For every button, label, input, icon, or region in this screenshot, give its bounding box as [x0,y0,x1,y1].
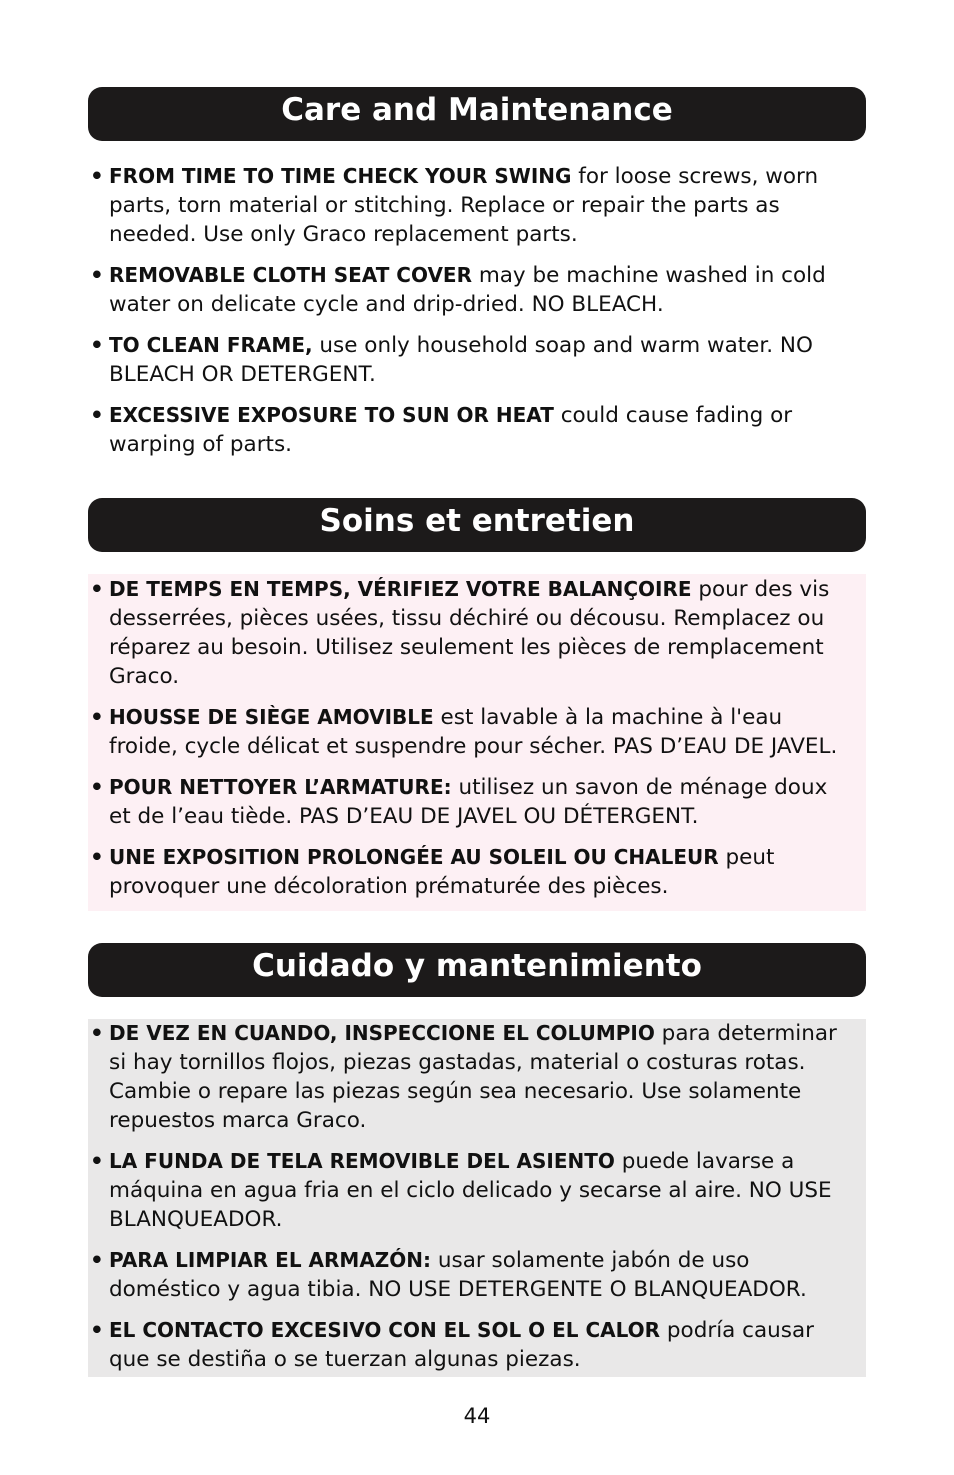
item-lead: EXCESSIVE EXPOSURE TO SUN OR HEAT [109,403,554,427]
bullet-icon: • [90,845,104,870]
item-lead: REMOVABLE CLOTH SEAT COVER [109,263,472,287]
item-text: peut provoquer une décoloration prématurée des pièces. [109,845,775,899]
item-text: para determinar si hay tornillos flojos, piezas gastadas, material o costuras rotas. Cambie o repare las piezas según sea necesario. Use solamente repuestos marca Graco. [109,1021,837,1133]
item-lead: LA FUNDA DE TELA REMOVIBLE DEL ASIENTO [109,1149,615,1173]
item-lead: DE VEZ EN CUANDO, INSPECCIONE EL COLUMPIO [109,1021,655,1045]
item-lead: PARA LIMPIAR EL ARMAZÓN: [109,1248,432,1272]
item-text: puede lavarse a máquina en agua fria en el ciclo delicado y secarse al aire. NO USE BLANQUEADOR. [109,1149,832,1232]
bullet-icon: • [90,1021,104,1046]
section-header-cuidado-y-mantenimiento: Cuidado y mantenimiento [88,943,866,997]
bullet-icon: • [90,263,104,288]
bullet-icon: • [90,705,104,730]
list-item [88,162,866,249]
item-text: podría causar que se destiña o se tuerzan algunas piezas. [109,1318,815,1372]
bullet-icon: • [90,775,104,800]
page-number: 44 [463,1404,491,1428]
list-item [88,1019,844,1135]
list-item [88,331,866,389]
bullet-icon: • [90,403,104,428]
item-text: for loose screws, worn parts, torn material or stitching. Replace or repair the parts as needed. Use only Graco replacement parts. [109,164,819,247]
item-lead: UNE EXPOSITION PROLONGÉE AU SOLEIL OU CHALEUR [109,845,719,869]
item-lead: DE TEMPS EN TEMPS, VÉRIFIEZ VOTRE BALANÇOIRE [109,577,692,601]
item-lead: EL CONTACTO EXCESIVO CON EL SOL O EL CALOR [109,1318,661,1342]
list-item [88,575,844,691]
bullet-icon: • [90,1318,104,1343]
section-header-care-and-maintenance: Care and Maintenance [88,87,866,141]
item-text: est lavable à la machine à l'eau froide, cycle délicat et suspendre pour sécher. PAS D’EAU DE JAVEL. [109,705,838,759]
section-header-soins-et-entretien: Soins et entretien [88,498,866,552]
item-lead: POUR NETTOYER L’ARMATURE: [109,775,452,799]
item-lead: TO CLEAN FRAME, [109,333,313,357]
section-body-spanish [88,1019,866,1377]
list-item [88,261,866,319]
item-text: may be machine washed in cold water on delicate cycle and drip-dried. NO BLEACH. [109,263,826,317]
section-body-english [88,162,866,459]
list-item [88,773,844,831]
item-lead: FROM TIME TO TIME CHECK YOUR SWING [109,164,572,188]
item-text: pour des vis desserrées, pièces usées, tissu déchiré ou décousu. Remplacez ou réparez au besoin. Utilisez seulement les pièces de remplacement Graco. [109,577,830,689]
item-text: usar solamente jabón de uso doméstico y agua tibia. NO USE DETERGENTE O BLANQUEADOR. [109,1248,807,1302]
list-item [88,1147,844,1234]
list-item [88,1246,844,1304]
bullet-icon: • [90,164,104,189]
item-text: could cause fading or warping of parts. [109,403,793,457]
bullet-icon: • [90,333,104,358]
item-lead: HOUSSE DE SIÈGE AMOVIBLE [109,705,434,729]
bullet-icon: • [90,577,104,602]
item-text: utilisez un savon de ménage doux et de l’eau tiède. PAS D’EAU DE JAVEL OU DÉTERGENT. [109,775,828,829]
bullet-icon: • [90,1248,104,1273]
list-item [88,1316,844,1374]
bullet-icon: • [90,1149,104,1174]
item-text: use only household soap and warm water. NO BLEACH OR DETERGENT. [109,333,813,387]
section-body-french [88,574,866,911]
list-item [88,843,844,901]
list-item [88,401,866,459]
list-item [88,703,844,761]
